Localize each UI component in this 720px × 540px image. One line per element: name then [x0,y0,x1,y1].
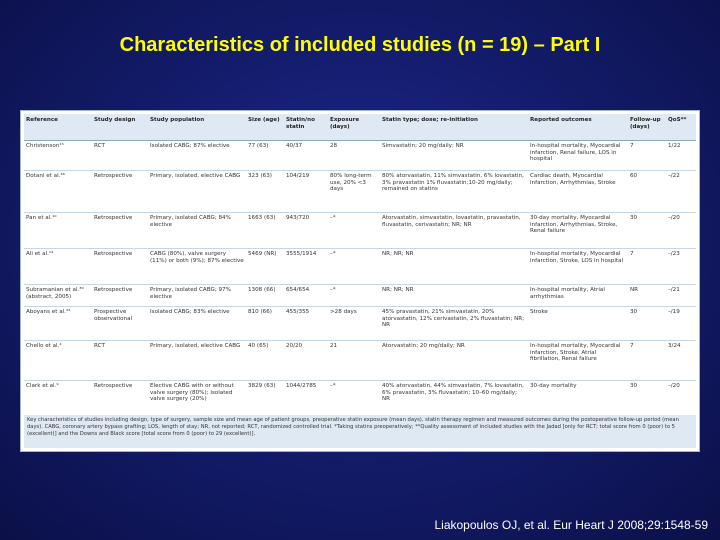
table-cell: 3555/1914 [284,249,328,285]
table-cell: –* [328,381,380,421]
table-row [24,341,696,381]
table-cell: >28 days [328,307,380,341]
table-row [24,285,696,307]
table-cell: 1663 (63) [246,213,284,249]
table-cell: Atorvastatin; 20 mg/daily; NR [380,341,528,381]
table-cell: CABG (80%), valve surgery (11%) or both (9%); 87% elective [148,249,246,285]
table-cell: 104/219 [284,171,328,213]
table-cell: In-hospital mortality, Atrial arrhythmias [528,285,628,307]
table-cell: Retrospective [92,171,148,213]
table-cell: Isolated CABG; 87% elective [148,141,246,171]
table-cell: Cardiac death, Myocardial infarction, Arrhythmias, Stroke [528,171,628,213]
table-cell: Elective CABG with or without valve surgery (80%); isolated valve surgery (20%) [148,381,246,421]
table-cell: 5469 (NR) [246,249,284,285]
table-cell: –/23 [666,249,696,285]
column-header: Statin type; dose; re-initiation [380,114,528,141]
studies-table-panel [20,110,700,452]
column-header: Study design [92,114,148,141]
table-cell: Pan et al.¹⁰ [24,213,92,249]
table-cell: 3/24 [666,341,696,381]
table-cell: 60 [628,171,666,213]
table-cell: Ali et al.¹⁴ [24,249,92,285]
table-cell: Atorvastatin, simvastatin, lovastatin, pravastatin, fluvastatin, cerivastatin; NR; NR [380,213,528,249]
table-cell: In-hospital mortality, Myocardial infarction, Stroke, LOS in hospital [528,249,628,285]
table-cell: Christenson¹⁵ [24,141,92,171]
table-cell: NR; NR; NR [380,285,528,307]
table-cell: 810 (66) [246,307,284,341]
table-cell: 40% atorvastatin, 44% simvastatin, 7% lovastatin, 6% pravastatin, 3% fluvastatin; 10–60 mg/daily; NR [380,381,528,421]
table-body [24,141,696,421]
table-cell: 943/720 [284,213,328,249]
table-cell: –* [328,285,380,307]
table-cell: 7 [628,341,666,381]
table-cell: Retrospective [92,285,148,307]
table-cell: 30 [628,307,666,341]
table-cell: Aboyans et al.⁴³ [24,307,92,341]
table-cell: –/20 [666,381,696,421]
table-cell: 30 [628,381,666,421]
column-header: Follow-up (days) [628,114,666,141]
table-cell: Subramanian et al.³⁰ (abstract, 2005) [24,285,92,307]
table-cell: –/22 [666,171,696,213]
table-row [24,141,696,171]
column-header: Statin/no statin [284,114,328,141]
table-cell: Retrospective [92,249,148,285]
table-cell: Prospective observational [92,307,148,341]
table-cell: 20/20 [284,341,328,381]
table-cell: NR [628,285,666,307]
table-cell: 30-day mortality [528,381,628,421]
table-cell: 40 (65) [246,341,284,381]
table-cell: Primary, isolated CABG; 97% elective [148,285,246,307]
slide-title: Characteristics of included studies (n = 19) – Part I [119,34,601,56]
column-header: QoS** [666,114,696,141]
table-cell: –/21 [666,285,696,307]
table-cell: 45% pravastatin, 21% simvastatin, 20% atorvastatin, 12% cerivastatin, 2% fluvastatin; NR; NR [380,307,528,341]
table-cell: 30 [628,213,666,249]
studies-table [24,114,696,421]
table-cell: 1/22 [666,141,696,171]
table-cell: 7 [628,141,666,171]
table-cell: RCT [92,141,148,171]
table-header-row [24,114,696,141]
column-header: Size (age) [246,114,284,141]
table-cell: 1044/2785 [284,381,328,421]
table-cell: RCT [92,341,148,381]
column-header: Study population [148,114,246,141]
table-footnote: Key characteristics of studies including design, type of surgery, sample size and mean age of patient groups, preoperative statin exposure (mean days), statin therapy regimen and measured outcomes during the postoperative follow-up period (mean days). CABG, coronary artery bypass grafting; LOS, length of stay; NR, not reported; RCT, randomized controlled trial. *Taking statins preoperatively; **Quality assessment of included studies with the Jadad [only for RCT; total score from 0 (poor) to 5 (excellent)] and the Downs and Black score [total score from 0 (poor) to 29 (excellent)]. [24,415,696,448]
table-cell: In-hospital mortality, Myocardial infarction, Stroke, Atrial fibrillation, Renal failure [528,341,628,381]
table-cell: 455/355 [284,307,328,341]
table-cell: Stroke [528,307,628,341]
table-cell: Isolated CABG; 83% elective [148,307,246,341]
table-cell: 28 [328,141,380,171]
table-cell: –* [328,249,380,285]
table-row [24,307,696,341]
table-cell: –/20 [666,213,696,249]
table-cell: 323 (63) [246,171,284,213]
table-cell: 3829 (63) [246,381,284,421]
table-cell: NR; NR; NR [380,249,528,285]
table-cell: Clark et al.⁹ [24,381,92,421]
table-cell: 7 [628,249,666,285]
table-cell: 80% long-term use, 20% <3 days [328,171,380,213]
table-cell: Retrospective [92,381,148,421]
table-cell: –* [328,213,380,249]
column-header: Reference [24,114,92,141]
column-header: Exposure (days) [328,114,380,141]
citation: Liakopoulos OJ, et al. Eur Heart J 2008;29:1548-59 [434,518,708,532]
table-cell: 77 (63) [246,141,284,171]
table-cell: In-hospital mortality, Myocardial infarction, Renal failure, LOS in hospital [528,141,628,171]
column-header: Reported outcomes [528,114,628,141]
table-row [24,249,696,285]
table-cell: Simvastatin; 20 mg/daily; NR [380,141,528,171]
table-cell: 30-day mortality, Myocardial infarction, Arrhythmias, Stroke, Renal failure [528,213,628,249]
table-cell: 21 [328,341,380,381]
table-cell: Primary, isolated, elective CABG [148,341,246,381]
table-cell: Dotani et al.⁴⁶ [24,171,92,213]
table-cell: 654/654 [284,285,328,307]
table-cell: 80% atorvastatin, 11% simvastatin, 6% lovastatin, 3% pravastatin 1% fluvastatin;10-20 mg/daily; remained on statins [380,171,528,213]
table-row [24,213,696,249]
table-cell: Chello et al.⁴ [24,341,92,381]
table-cell: Primary, isolated CABG; 84% elective [148,213,246,249]
table-cell: –/19 [666,307,696,341]
table-cell: 1308 (66) [246,285,284,307]
table-cell: Retrospective [92,213,148,249]
table-cell: Primary, isolated, elective CABG [148,171,246,213]
table-cell: 40/37 [284,141,328,171]
table-row [24,171,696,213]
